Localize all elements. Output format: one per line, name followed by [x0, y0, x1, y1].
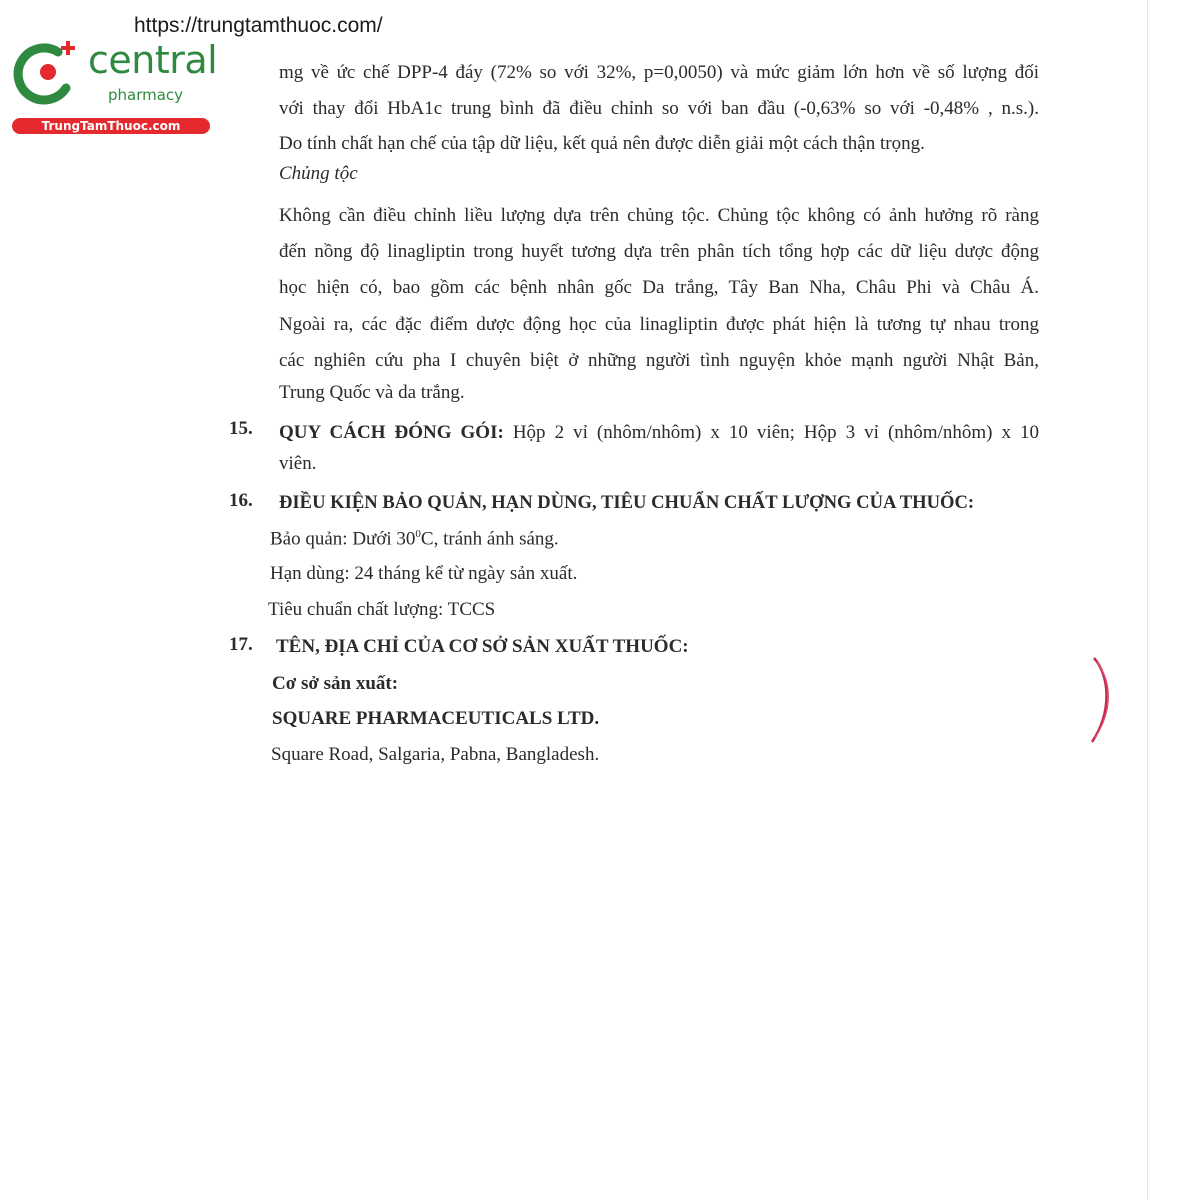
storage-text: Bảo quản: Dưới 30	[270, 528, 416, 550]
race-heading: Chủng tộc	[279, 163, 358, 184]
body-line: các nghiên cứu pha I chuyên biệt ở những người tình nguyện khỏe mạnh người Nhật Bản,	[279, 350, 1039, 371]
central-pharmacy-logo	[10, 38, 220, 138]
section-17-title: TÊN, ĐỊA CHỈ CỦA CƠ SỞ SẢN XUẤT THUỐC:	[276, 636, 689, 657]
section-15-title: QUY CÁCH ĐÓNG GÓI:	[279, 422, 504, 443]
page-edge-line	[1147, 0, 1148, 1200]
section-15-text-cont: viên.	[279, 453, 317, 474]
expiry-line: Hạn dùng: 24 tháng kể từ ngày sản xuất.	[270, 563, 578, 584]
storage-text-end: C, tránh ánh sáng.	[420, 528, 559, 550]
body-line: Không cần điều chỉnh liều lượng dựa trên chủng tộc. Chủng tộc không có ảnh hưởng rõ ràng	[279, 205, 1039, 226]
body-line: đến nồng độ linagliptin trong huyết tương dựa trên phân tích tổng hợp các dữ liệu dược động	[279, 241, 1039, 262]
source-url: https://trungtamthuoc.com/	[134, 14, 383, 37]
manufacturer-label: Cơ sở sản xuất:	[272, 673, 399, 694]
section-15-line	[279, 422, 1039, 444]
section-15-number: 15.	[229, 418, 253, 439]
quality-standard-line: Tiêu chuẩn chất lượng: TCCS	[268, 599, 496, 620]
storage-line	[270, 528, 559, 550]
section-16-number: 16.	[229, 490, 253, 511]
stamp-mark	[1088, 654, 1118, 746]
manufacturer-address: Square Road, Salgaria, Pabna, Bangladesh.	[271, 744, 600, 765]
body-line: với thay đổi HbA1c trung bình đã điều chỉnh so với ban đầu (-0,63% so với -0,48% , n.s.).	[279, 98, 1039, 119]
body-line: mg về ức chế DPP-4 đáy (72% so với 32%, p=0,0050) và mức giảm lớn hơn về số lượng đối	[279, 62, 1039, 83]
logo-c-plus-icon	[10, 38, 90, 112]
section-15-text: Hộp 2 vỉ (nhôm/nhôm) x 10 viên; Hộp 3 vỉ (nhôm/nhôm) x 10	[512, 422, 1039, 443]
body-line: Ngoài ra, các đặc điểm dược động học của linagliptin được phát hiện là tương tự nhau trong	[279, 314, 1039, 335]
body-line: Do tính chất hạn chế của tập dữ liệu, kết quả nên được diễn giải một cách thận trọng.	[279, 133, 925, 154]
logo-banner: TrungTamThuoc.com	[12, 118, 210, 134]
logo-wordmark: central	[88, 38, 218, 82]
manufacturer-name: SQUARE PHARMACEUTICALS LTD.	[272, 708, 600, 729]
section-16-title: ĐIỀU KIỆN BẢO QUẢN, HẠN DÙNG, TIÊU CHUẨN CHẤT LƯỢNG CỦA THUỐC:	[279, 492, 975, 513]
body-line: Trung Quốc và da trắng.	[279, 382, 465, 403]
storage-degree: 0	[415, 528, 421, 540]
section-17-number: 17.	[229, 634, 253, 655]
logo-subtitle: pharmacy	[108, 86, 184, 104]
body-line: học hiện có, bao gồm các bệnh nhân gốc Da trắng, Tây Ban Nha, Châu Phi và Châu Á.	[279, 277, 1039, 298]
